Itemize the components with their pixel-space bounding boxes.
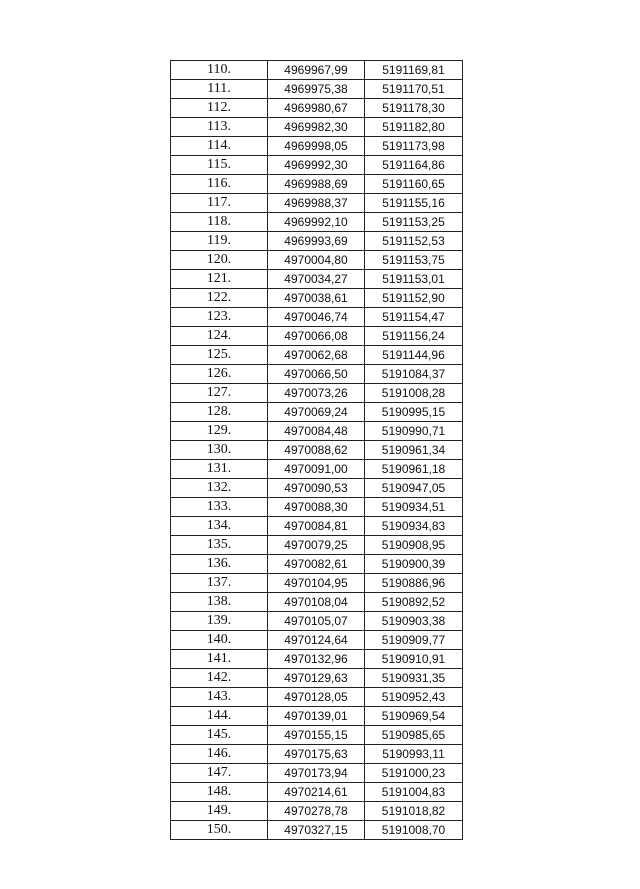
x-coordinate-cell: 4969967,99 <box>268 61 365 80</box>
x-coordinate-cell: 4970173,94 <box>268 764 365 783</box>
y-coordinate-cell: 5191008,28 <box>365 384 463 403</box>
y-coordinate-cell: 5190993,11 <box>365 745 463 764</box>
x-coordinate-cell: 4970088,62 <box>268 441 365 460</box>
y-coordinate-cell: 5191170,51 <box>365 80 463 99</box>
point-number-cell: 130. <box>171 441 268 460</box>
table-row <box>171 61 463 80</box>
point-number-cell: 145. <box>171 726 268 745</box>
x-coordinate-cell: 4969982,30 <box>268 118 365 137</box>
x-coordinate-cell: 4970132,96 <box>268 650 365 669</box>
point-number-cell: 126. <box>171 365 268 384</box>
y-coordinate-cell: 5190934,83 <box>365 517 463 536</box>
x-coordinate-cell: 4969975,38 <box>268 80 365 99</box>
table-row <box>171 802 463 821</box>
point-number-cell: 110. <box>171 61 268 80</box>
y-coordinate-cell: 5191169,81 <box>365 61 463 80</box>
y-coordinate-cell: 5190900,39 <box>365 555 463 574</box>
point-number-cell: 134. <box>171 517 268 536</box>
y-coordinate-cell: 5190886,96 <box>365 574 463 593</box>
point-number-cell: 144. <box>171 707 268 726</box>
y-coordinate-cell: 5190903,38 <box>365 612 463 631</box>
y-coordinate-cell: 5190990,71 <box>365 422 463 441</box>
point-number-cell: 118. <box>171 213 268 232</box>
point-number-cell: 143. <box>171 688 268 707</box>
y-coordinate-cell: 5191173,98 <box>365 137 463 156</box>
y-coordinate-cell: 5191156,24 <box>365 327 463 346</box>
point-number-cell: 121. <box>171 270 268 289</box>
x-coordinate-cell: 4970004,80 <box>268 251 365 270</box>
table-row <box>171 118 463 137</box>
table-row <box>171 479 463 498</box>
point-number-cell: 112. <box>171 99 268 118</box>
y-coordinate-cell: 5190909,77 <box>365 631 463 650</box>
table-row <box>171 99 463 118</box>
y-coordinate-cell: 5191155,16 <box>365 194 463 213</box>
x-coordinate-cell: 4970124,64 <box>268 631 365 650</box>
x-coordinate-cell: 4970046,74 <box>268 308 365 327</box>
x-coordinate-cell: 4970066,08 <box>268 327 365 346</box>
coordinates-table-body <box>171 61 463 840</box>
x-coordinate-cell: 4970062,68 <box>268 346 365 365</box>
table-row <box>171 422 463 441</box>
y-coordinate-cell: 5191153,75 <box>365 251 463 270</box>
table-row <box>171 631 463 650</box>
x-coordinate-cell: 4970155,15 <box>268 726 365 745</box>
point-number-cell: 127. <box>171 384 268 403</box>
point-number-cell: 148. <box>171 783 268 802</box>
y-coordinate-cell: 5190961,34 <box>365 441 463 460</box>
table-row <box>171 194 463 213</box>
x-coordinate-cell: 4970090,53 <box>268 479 365 498</box>
table-row <box>171 308 463 327</box>
y-coordinate-cell: 5190961,18 <box>365 460 463 479</box>
table-row <box>171 346 463 365</box>
y-coordinate-cell: 5191164,86 <box>365 156 463 175</box>
point-number-cell: 122. <box>171 289 268 308</box>
x-coordinate-cell: 4970038,61 <box>268 289 365 308</box>
y-coordinate-cell: 5190934,51 <box>365 498 463 517</box>
point-number-cell: 115. <box>171 156 268 175</box>
x-coordinate-cell: 4970066,50 <box>268 365 365 384</box>
table-row <box>171 289 463 308</box>
y-coordinate-cell: 5191008,70 <box>365 821 463 840</box>
x-coordinate-cell: 4970139,01 <box>268 707 365 726</box>
x-coordinate-cell: 4970129,63 <box>268 669 365 688</box>
y-coordinate-cell: 5191153,25 <box>365 213 463 232</box>
point-number-cell: 138. <box>171 593 268 612</box>
y-coordinate-cell: 5191000,23 <box>365 764 463 783</box>
table-row <box>171 688 463 707</box>
point-number-cell: 140. <box>171 631 268 650</box>
y-coordinate-cell: 5190892,52 <box>365 593 463 612</box>
x-coordinate-cell: 4970104,95 <box>268 574 365 593</box>
x-coordinate-cell: 4970327,15 <box>268 821 365 840</box>
point-number-cell: 141. <box>171 650 268 669</box>
point-number-cell: 137. <box>171 574 268 593</box>
y-coordinate-cell: 5191144,96 <box>365 346 463 365</box>
point-number-cell: 132. <box>171 479 268 498</box>
y-coordinate-cell: 5191018,82 <box>365 802 463 821</box>
point-number-cell: 114. <box>171 137 268 156</box>
table-row <box>171 669 463 688</box>
point-number-cell: 146. <box>171 745 268 764</box>
x-coordinate-cell: 4970082,61 <box>268 555 365 574</box>
point-number-cell: 120. <box>171 251 268 270</box>
table-row <box>171 726 463 745</box>
table-row <box>171 251 463 270</box>
point-number-cell: 139. <box>171 612 268 631</box>
x-coordinate-cell: 4970034,27 <box>268 270 365 289</box>
y-coordinate-cell: 5190908,95 <box>365 536 463 555</box>
table-row <box>171 175 463 194</box>
point-number-cell: 150. <box>171 821 268 840</box>
y-coordinate-cell: 5191004,83 <box>365 783 463 802</box>
point-number-cell: 142. <box>171 669 268 688</box>
table-row <box>171 80 463 99</box>
y-coordinate-cell: 5190910,91 <box>365 650 463 669</box>
x-coordinate-cell: 4969980,67 <box>268 99 365 118</box>
point-number-cell: 124. <box>171 327 268 346</box>
y-coordinate-cell: 5191152,90 <box>365 289 463 308</box>
x-coordinate-cell: 4970108,04 <box>268 593 365 612</box>
x-coordinate-cell: 4970084,81 <box>268 517 365 536</box>
table-row <box>171 232 463 251</box>
table-row <box>171 441 463 460</box>
point-number-cell: 128. <box>171 403 268 422</box>
table-row <box>171 593 463 612</box>
table-row <box>171 612 463 631</box>
table-row <box>171 460 463 479</box>
x-coordinate-cell: 4970091,00 <box>268 460 365 479</box>
table-row <box>171 498 463 517</box>
table-row <box>171 821 463 840</box>
y-coordinate-cell: 5190952,43 <box>365 688 463 707</box>
y-coordinate-cell: 5191153,01 <box>365 270 463 289</box>
x-coordinate-cell: 4969992,10 <box>268 213 365 232</box>
point-number-cell: 129. <box>171 422 268 441</box>
x-coordinate-cell: 4970079,25 <box>268 536 365 555</box>
y-coordinate-cell: 5191154,47 <box>365 308 463 327</box>
table-row <box>171 327 463 346</box>
point-number-cell: 117. <box>171 194 268 213</box>
table-row <box>171 213 463 232</box>
point-number-cell: 149. <box>171 802 268 821</box>
point-number-cell: 123. <box>171 308 268 327</box>
x-coordinate-cell: 4969998,05 <box>268 137 365 156</box>
table-row <box>171 270 463 289</box>
table-row <box>171 137 463 156</box>
x-coordinate-cell: 4970069,24 <box>268 403 365 422</box>
table-row <box>171 517 463 536</box>
point-number-cell: 131. <box>171 460 268 479</box>
y-coordinate-cell: 5190995,15 <box>365 403 463 422</box>
point-number-cell: 111. <box>171 80 268 99</box>
point-number-cell: 119. <box>171 232 268 251</box>
table-row <box>171 384 463 403</box>
x-coordinate-cell: 4970088,30 <box>268 498 365 517</box>
table-row <box>171 707 463 726</box>
y-coordinate-cell: 5191178,30 <box>365 99 463 118</box>
table-row <box>171 650 463 669</box>
point-number-cell: 133. <box>171 498 268 517</box>
table-row <box>171 574 463 593</box>
table-row <box>171 156 463 175</box>
table-row <box>171 783 463 802</box>
table-row <box>171 745 463 764</box>
x-coordinate-cell: 4969992,30 <box>268 156 365 175</box>
table-row <box>171 555 463 574</box>
x-coordinate-cell: 4969988,69 <box>268 175 365 194</box>
x-coordinate-cell: 4970278,78 <box>268 802 365 821</box>
point-number-cell: 135. <box>171 536 268 555</box>
x-coordinate-cell: 4970175,63 <box>268 745 365 764</box>
table-row <box>171 536 463 555</box>
y-coordinate-cell: 5190985,65 <box>365 726 463 745</box>
y-coordinate-cell: 5190947,05 <box>365 479 463 498</box>
table-row <box>171 764 463 783</box>
table-row <box>171 403 463 422</box>
point-number-cell: 113. <box>171 118 268 137</box>
x-coordinate-cell: 4970105,07 <box>268 612 365 631</box>
y-coordinate-cell: 5191084,37 <box>365 365 463 384</box>
y-coordinate-cell: 5190969,54 <box>365 707 463 726</box>
x-coordinate-cell: 4969993,69 <box>268 232 365 251</box>
x-coordinate-cell: 4970128,05 <box>268 688 365 707</box>
y-coordinate-cell: 5191152,53 <box>365 232 463 251</box>
x-coordinate-cell: 4970084,48 <box>268 422 365 441</box>
x-coordinate-cell: 4969988,37 <box>268 194 365 213</box>
y-coordinate-cell: 5191160,65 <box>365 175 463 194</box>
point-number-cell: 147. <box>171 764 268 783</box>
y-coordinate-cell: 5191182,80 <box>365 118 463 137</box>
y-coordinate-cell: 5190931,35 <box>365 669 463 688</box>
table-row <box>171 365 463 384</box>
point-number-cell: 125. <box>171 346 268 365</box>
coordinates-table <box>170 60 463 840</box>
point-number-cell: 116. <box>171 175 268 194</box>
x-coordinate-cell: 4970214,61 <box>268 783 365 802</box>
x-coordinate-cell: 4970073,26 <box>268 384 365 403</box>
point-number-cell: 136. <box>171 555 268 574</box>
